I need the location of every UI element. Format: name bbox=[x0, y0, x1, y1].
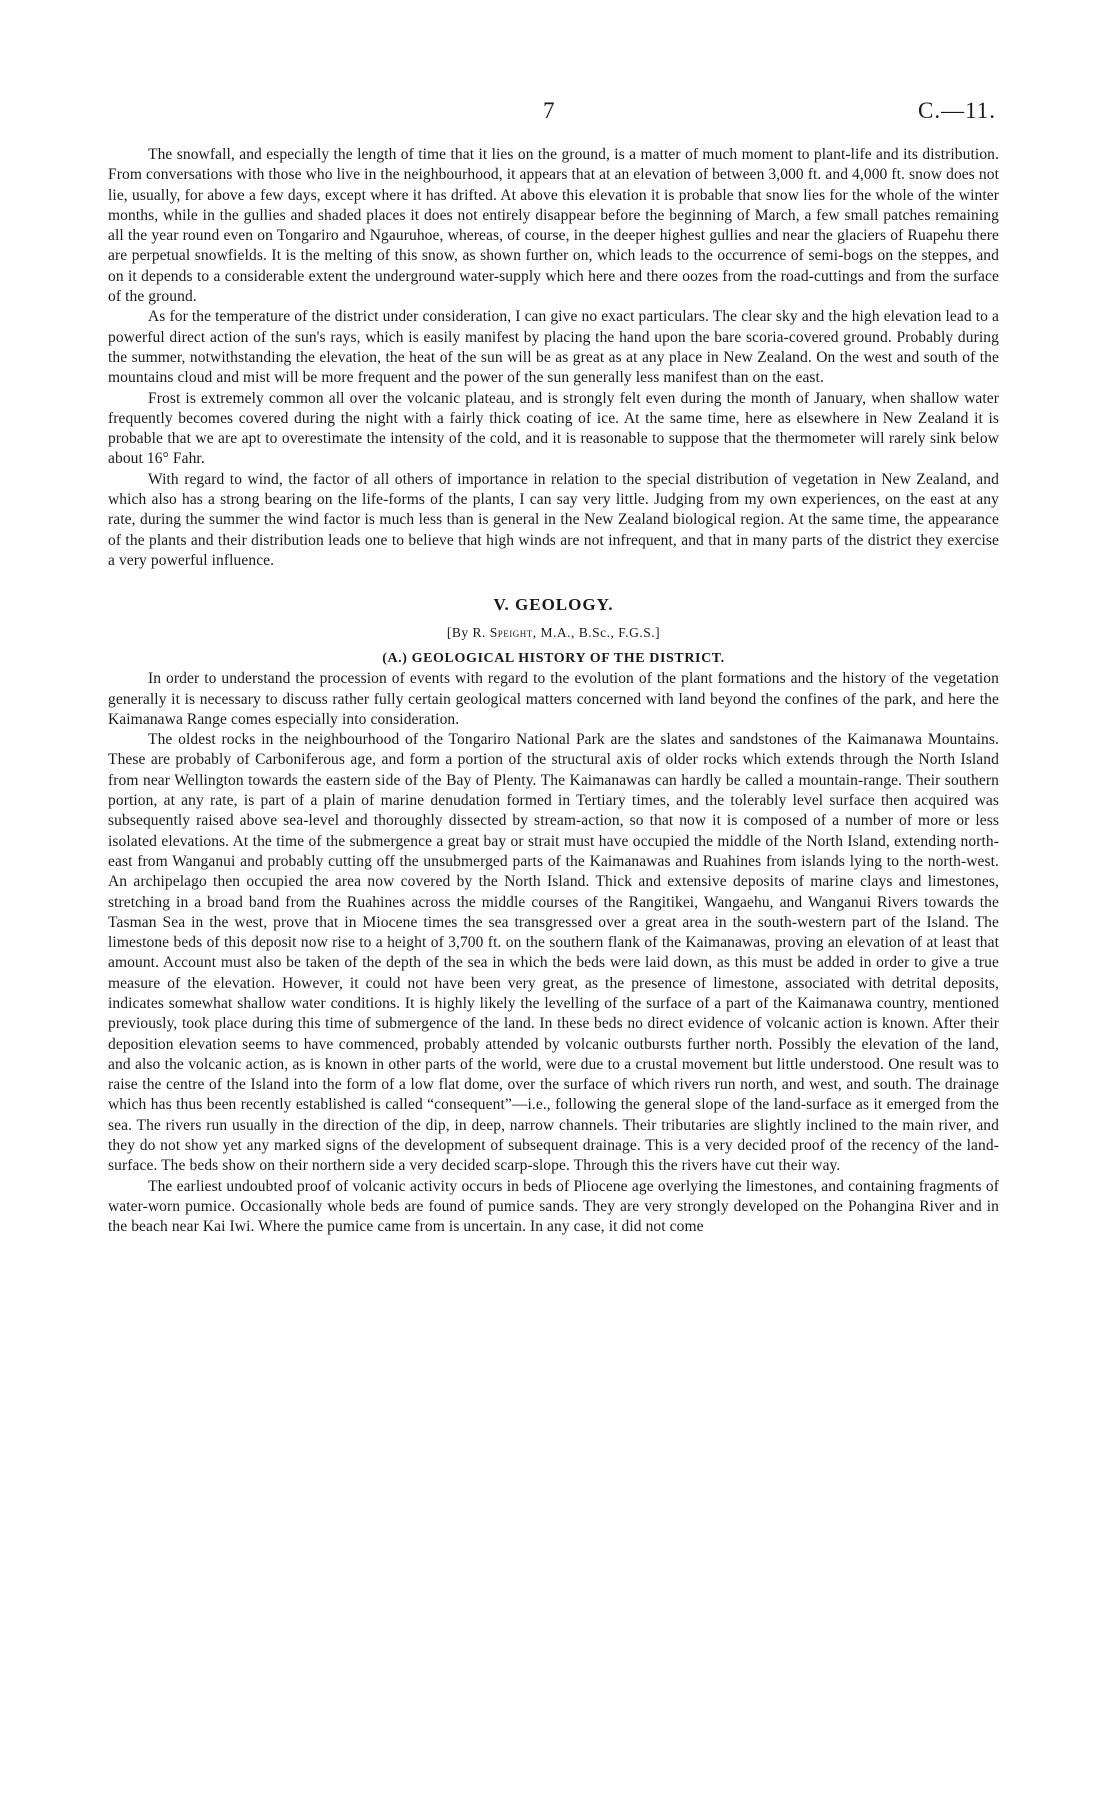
paragraph-temperature: As for the temperature of the district under consideration, I can give no exact particulars. The clear sky and the high elevation lead to a powerful direct action of the sun's rays, which is easily manifest by placing the hand upon the bare scoria-covered ground. Probably during the summer, notwithstanding the elevation, the heat of the sun will be as great as at any place in New Zealand. On the west and south of the mountains cloud and mist will be more frequent and the power of the sun generally less manifest than on the east. bbox=[108, 308, 999, 387]
author-name: R. Speight bbox=[472, 625, 533, 641]
paragraph-volcanic-activity: The earliest undoubted proof of volcanic activity occurs in beds of Pliocene age overlying the limestones, and containing fragments of water-worn pumice. Occasionally whole beds are found of pumice sands. They are very strongly developed on the Pohangina River and in the beach near Kai Iwi. Where the pumice came from is uncertain. In any case, it did not come bbox=[108, 1177, 999, 1236]
author-line bbox=[108, 623, 999, 643]
subsection-title: (A.) GEOLOGICAL HISTORY OF THE DISTRICT. bbox=[382, 651, 725, 667]
page-header bbox=[0, 98, 1114, 132]
author-by: [By bbox=[446, 625, 469, 641]
author-degrees: , M.A., B.Sc., F.G.S.] bbox=[532, 625, 661, 641]
body-text bbox=[108, 145, 999, 1238]
paragraph-snowfall: The snowfall, and especially the length of time that it lies on the ground, is a matter of much moment to plant-life and its distribution. From conversations with those who live in the neighbourhood, it appears that at an elevation of between 3,000 ft. and 4,000 ft. snow does not lie, usually, for above a few days, except where it has drifted. At above this elevation it is probable that snow lies for the whole of the winter months, while in the gullies and shaded places it does not entirely disappear before the beginning of March, a few small patches remaining all the year round even on Tongariro and Ngauruhoe, whereas, of course, in the deeper highest gullies and near the glaciers of Ruapehu there are perpetual snowfields. It is the melting of this snow, as shown further on, which leads to the occurrence of semi-bogs on the steppes, and on it depends to a considerable extent the underground water-supply which here and there oozes from the road-cuttings and from the surface of the ground. bbox=[108, 146, 999, 306]
document-code: C.—11. bbox=[918, 98, 996, 123]
paragraph-wind: With regard to wind, the factor of all others of importance in relation to the special distribution of vegetation in New Zealand, and which also has a strong bearing on the life-forms of the plants, I can say very little. Judging from my own experiences, on the east at any rate, during the summer the wind factor is much less than is general in the New Zealand biological region. At the same time, the appearance of the plants and their distribution leads one to believe that high winds are not infrequent, and that in many parts of the district they exercise a very powerful influence. bbox=[108, 470, 999, 569]
paragraph-geology-intro: In order to understand the procession of events with regard to the evolution of the plant formations and the history of the vegetation generally it is necessary to discuss rather fully certain geological matters concerned with land beyond the confines of the park, and here the Kaimanawa Range comes especially into consideration. bbox=[108, 670, 999, 728]
page-number: 7 bbox=[543, 98, 555, 123]
paragraph-oldest-rocks: The oldest rocks in the neighbourhood of the Tongariro National Park are the slates and sandstones of the Kaimanawa Mountains. These are probably of Carboniferous age, and form a portion of the structural axis of older rocks which extends through the North Island from near Wellington towards the eastern side of the Bay of Plenty. The Kaimanawas can hardly be called a mountain-range. Their southern portion, at any rate, is part of a plain of marine denudation formed in Tertiary times, and the tolerably level surface then acquired was subsequently raised above sea-level and thoroughly dissected by stream-action, so that now it is composed of a number of more or less isolated elevations. At the time of the submergence a great bay or strait must have occupied the middle of the North Island, extending north-east from Wanganui and probably cutting off the unsubmerged parts of the Kaimanawas and Ruahines from islands lying to the north-west. An archipelago then occupied the area now covered by the North Island. Thick and extensive deposits of marine clays and limestones, stretching in a broad band from the Ruahines across the middle courses of the Rangitikei, Wangaehu, and Wanganui Rivers towards the Tasman Sea in the west, prove that in Miocene times the sea transgressed over a great area in the south-western part of the Island. The limestone beds of this deposit now rise to a height of 3,700 ft. on the southern flank of the Kaimanawas, proving an elevation of at least that amount. Account must also be taken of the depth of the sea in which the beds were laid down, as this must be added in order to give a true measure of the elevation. However, it could not have been very great, as the presence of limestone, associated with detrital deposits, indicates somewhat shallow water conditions. It is highly likely the levelling of the surface of a part of the Kaimanawa country, mentioned previously, took place during this time of submergence of the land. In these beds no direct evidence of volcanic action is known. After their deposition elevation seems to have commenced, probably attended by volcanic outbursts further north. Possibly the elevation of the land, and also the volcanic action, as is known in other parts of the world, were due to a crustal movement but little understood. One result was to raise the centre of the Island into the form of a low flat dome, over the surface of which rivers run north, and west, and south. The drainage which has thus been recently established is called “consequent”—i.e., following the general slope of the land-surface as it emerged from the sea. The rivers run usually in the direction of the dip, in deep, narrow channels. Their tributaries are slightly inclined to the main river, and they do not show yet any marked signs of the development of subsequent drainage. This is a very decided proof of the recency of the land-surface. The beds show on their northern side a very decided scarp-slope. Through this the rivers have cut their way. bbox=[108, 731, 999, 1175]
paragraph-frost: Frost is extremely common all over the volcanic plateau, and is strongly felt even during the month of January, when shallow water frequently becomes covered during the night with a fairly thick coating of ice. At the same time, here as elsewhere in New Zealand it is probable that we are apt to overestimate the intensity of the cold, and it is reasonable to suppose that the thermometer will rarely sink below about 16° Fahr. bbox=[108, 389, 999, 468]
section-title: V. GEOLOGY. bbox=[493, 595, 614, 615]
